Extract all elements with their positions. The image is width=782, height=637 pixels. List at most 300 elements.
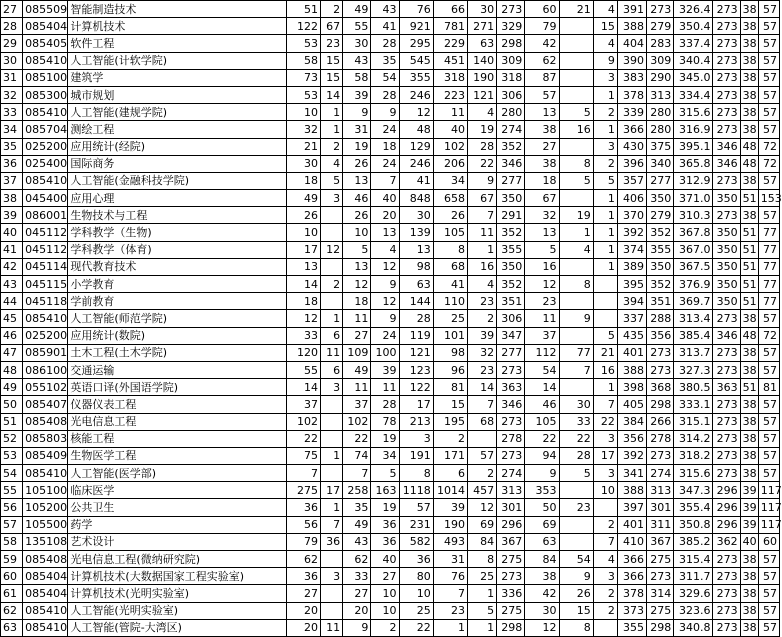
value-cell: [321, 551, 343, 568]
row-number-cell: 58: [1, 533, 23, 550]
row-number-cell: 62: [1, 602, 23, 619]
value-cell: 2: [321, 1, 343, 18]
value-cell: [559, 516, 593, 533]
major-code-cell: 085901: [23, 344, 68, 361]
value-cell: 12: [525, 276, 559, 293]
value-cell: 337: [617, 310, 646, 327]
value-cell: 10: [343, 224, 371, 241]
value-cell: 493: [433, 533, 467, 550]
value-cell: 312.9: [674, 172, 713, 189]
value-cell: 5: [467, 602, 496, 619]
major-code-cell: 086001: [23, 207, 68, 224]
table-row: [1, 361, 780, 378]
major-name-cell: 人工智能(光明实验室): [68, 602, 286, 619]
value-cell: 337.4: [674, 35, 713, 52]
value-cell: 23: [433, 602, 467, 619]
value-cell: 23: [525, 293, 559, 310]
value-cell: 63: [525, 533, 559, 550]
value-cell: 41: [371, 18, 399, 35]
row-number-cell: 49: [1, 379, 23, 396]
value-cell: 57: [758, 361, 779, 378]
value-cell: [559, 327, 593, 344]
major-name-cell: 交通运输: [68, 361, 286, 378]
value-cell: 341: [617, 465, 646, 482]
value-cell: 40: [371, 551, 399, 568]
value-cell: 39: [371, 361, 399, 378]
value-cell: 367.8: [674, 224, 713, 241]
major-name-cell: 人工智能(师范学院): [68, 310, 286, 327]
value-cell: 2: [371, 619, 399, 636]
value-cell: 410: [617, 533, 646, 550]
value-cell: 8: [559, 619, 593, 636]
value-cell: 49: [343, 1, 371, 18]
value-cell: 274: [647, 465, 674, 482]
value-cell: 37: [525, 327, 559, 344]
value-cell: 350: [713, 293, 740, 310]
value-cell: 392: [617, 447, 646, 464]
value-cell: 51: [286, 1, 320, 18]
row-number-cell: 39: [1, 207, 23, 224]
table-row: [1, 1, 780, 18]
value-cell: 30: [559, 396, 593, 413]
value-cell: 278: [647, 430, 674, 447]
major-name-cell: 土木工程(土木学院): [68, 344, 286, 361]
value-cell: 350: [713, 224, 740, 241]
table-body: [1, 1, 780, 637]
value-cell: 273: [497, 447, 525, 464]
value-cell: 275: [286, 482, 320, 499]
value-cell: 9: [371, 276, 399, 293]
major-name-cell: 计算机技术: [68, 18, 286, 35]
value-cell: 28: [371, 35, 399, 52]
value-cell: 274: [497, 465, 525, 482]
value-cell: 296: [713, 499, 740, 516]
value-cell: 350: [647, 190, 674, 207]
value-cell: [321, 293, 343, 310]
value-cell: 32: [467, 344, 496, 361]
value-cell: 351: [497, 293, 525, 310]
value-cell: 395: [617, 276, 646, 293]
value-cell: 9: [525, 465, 559, 482]
value-cell: 385.2: [674, 533, 713, 550]
value-cell: 318: [497, 69, 525, 86]
value-cell: 8: [559, 155, 593, 172]
major-code-cell: 085300: [23, 86, 68, 103]
value-cell: 273: [713, 430, 740, 447]
value-cell: 27: [525, 138, 559, 155]
value-cell: 345.0: [674, 69, 713, 86]
value-cell: 7: [467, 396, 496, 413]
value-cell: 1: [593, 224, 617, 241]
value-cell: 96: [433, 361, 467, 378]
value-cell: 16: [467, 258, 496, 275]
value-cell: 370: [617, 207, 646, 224]
value-cell: 1118: [399, 482, 433, 499]
value-cell: 275: [647, 602, 674, 619]
value-cell: 38: [740, 465, 758, 482]
value-cell: 49: [343, 516, 371, 533]
value-cell: 55: [343, 18, 371, 35]
value-cell: 38: [525, 155, 559, 172]
value-cell: 582: [399, 533, 433, 550]
value-cell: [593, 310, 617, 327]
value-cell: 376.9: [674, 276, 713, 293]
value-cell: 38: [740, 1, 758, 18]
value-cell: 5: [593, 172, 617, 189]
value-cell: 273: [713, 18, 740, 35]
value-cell: 55: [286, 361, 320, 378]
value-cell: 2: [467, 465, 496, 482]
value-cell: 40: [371, 190, 399, 207]
value-cell: 13: [525, 104, 559, 121]
major-code-cell: 055102: [23, 379, 68, 396]
value-cell: 54: [371, 69, 399, 86]
value-cell: 1: [321, 310, 343, 327]
major-name-cell: 生物医学工程: [68, 447, 286, 464]
value-cell: 9: [559, 310, 593, 327]
value-cell: 1: [467, 241, 496, 258]
table-row: [1, 585, 780, 602]
value-cell: 14: [467, 379, 496, 396]
major-name-cell: 艺术设计: [68, 533, 286, 550]
table-row: [1, 293, 780, 310]
major-code-cell: 085704: [23, 121, 68, 138]
major-name-cell: 光电信息工程: [68, 413, 286, 430]
value-cell: [321, 258, 343, 275]
value-cell: 355: [647, 241, 674, 258]
value-cell: 295: [399, 35, 433, 52]
value-cell: 356: [647, 327, 674, 344]
value-cell: 273: [713, 619, 740, 636]
value-cell: 9: [343, 619, 371, 636]
value-cell: 16: [593, 361, 617, 378]
value-cell: 2: [593, 104, 617, 121]
value-cell: 1: [467, 619, 496, 636]
major-code-cell: 085404: [23, 585, 68, 602]
value-cell: 22: [343, 430, 371, 447]
major-code-cell: 085410: [23, 465, 68, 482]
value-cell: 57: [467, 447, 496, 464]
value-cell: 19: [371, 499, 399, 516]
table-row: [1, 172, 780, 189]
major-code-cell: 086100: [23, 361, 68, 378]
value-cell: 73: [286, 69, 320, 86]
table-row: [1, 258, 780, 275]
row-number-cell: 53: [1, 447, 23, 464]
value-cell: 357: [617, 172, 646, 189]
value-cell: 366: [617, 551, 646, 568]
major-name-cell: 人工智能(金融科技学院): [68, 172, 286, 189]
value-cell: 365.8: [674, 155, 713, 172]
value-cell: 117: [758, 482, 779, 499]
value-cell: 11: [343, 310, 371, 327]
value-cell: 5: [525, 241, 559, 258]
value-cell: 315.1: [674, 413, 713, 430]
major-code-cell: 085404: [23, 18, 68, 35]
value-cell: 121: [399, 344, 433, 361]
value-cell: [321, 207, 343, 224]
value-cell: 68: [433, 258, 467, 275]
value-cell: 1: [593, 121, 617, 138]
value-cell: 24: [371, 155, 399, 172]
value-cell: 57: [758, 121, 779, 138]
value-cell: 38: [740, 18, 758, 35]
row-number-cell: 47: [1, 344, 23, 361]
value-cell: 60: [758, 533, 779, 550]
value-cell: 2: [467, 310, 496, 327]
value-cell: 273: [713, 69, 740, 86]
value-cell: 102: [286, 413, 320, 430]
value-cell: 246: [399, 86, 433, 103]
major-code-cell: 085509: [23, 1, 68, 18]
row-number-cell: 31: [1, 69, 23, 86]
value-cell: 72: [758, 155, 779, 172]
value-cell: 274: [497, 121, 525, 138]
value-cell: 11: [525, 310, 559, 327]
value-cell: 13: [371, 224, 399, 241]
value-cell: 2: [593, 155, 617, 172]
value-cell: 117: [758, 499, 779, 516]
table-row: [1, 276, 780, 293]
value-cell: 350: [647, 258, 674, 275]
value-cell: 23: [559, 499, 593, 516]
row-number-cell: 29: [1, 35, 23, 52]
value-cell: 374: [617, 241, 646, 258]
value-cell: 298: [497, 619, 525, 636]
row-number-cell: 59: [1, 551, 23, 568]
major-code-cell: 085410: [23, 104, 68, 121]
value-cell: 392: [617, 224, 646, 241]
value-cell: [321, 585, 343, 602]
value-cell: 229: [433, 35, 467, 52]
value-cell: 129: [399, 138, 433, 155]
value-cell: 315.6: [674, 104, 713, 121]
value-cell: 384: [617, 413, 646, 430]
value-cell: 314.2: [674, 430, 713, 447]
value-cell: 12: [371, 293, 399, 310]
value-cell: 38: [740, 568, 758, 585]
value-cell: 57: [758, 310, 779, 327]
major-name-cell: 学科教学（生物): [68, 224, 286, 241]
value-cell: 195: [433, 413, 467, 430]
value-cell: 57: [758, 602, 779, 619]
value-cell: 9: [559, 568, 593, 585]
value-cell: 290: [647, 69, 674, 86]
value-cell: 72: [758, 327, 779, 344]
value-cell: 23: [321, 35, 343, 52]
value-cell: 367: [497, 533, 525, 550]
value-cell: 273: [713, 568, 740, 585]
table-row: [1, 430, 780, 447]
value-cell: 39: [433, 499, 467, 516]
value-cell: 347: [497, 327, 525, 344]
value-cell: 74: [343, 447, 371, 464]
value-cell: [467, 430, 496, 447]
major-code-cell: 085410: [23, 52, 68, 69]
value-cell: 84: [525, 551, 559, 568]
value-cell: 4: [467, 276, 496, 293]
major-code-cell: 085408: [23, 551, 68, 568]
value-cell: 57: [758, 396, 779, 413]
major-code-cell: 085407: [23, 396, 68, 413]
value-cell: 36: [286, 568, 320, 585]
value-cell: 315.4: [674, 551, 713, 568]
row-number-cell: 56: [1, 499, 23, 516]
value-cell: 57: [758, 172, 779, 189]
value-cell: 273: [713, 1, 740, 18]
value-cell: 346: [713, 138, 740, 155]
major-name-cell: 学前教育: [68, 293, 286, 310]
value-cell: 313.7: [674, 344, 713, 361]
value-cell: 16: [525, 258, 559, 275]
value-cell: 54: [525, 361, 559, 378]
value-cell: 273: [647, 344, 674, 361]
value-cell: 38: [740, 172, 758, 189]
major-name-cell: 建筑学: [68, 69, 286, 86]
row-number-cell: 43: [1, 276, 23, 293]
value-cell: 18: [525, 172, 559, 189]
major-name-cell: 光电信息工程(微纳研究院): [68, 551, 286, 568]
table-row: [1, 327, 780, 344]
value-cell: 298: [497, 35, 525, 52]
value-cell: 34: [371, 447, 399, 464]
value-cell: 367: [647, 533, 674, 550]
value-cell: 15: [559, 602, 593, 619]
value-cell: 28: [371, 396, 399, 413]
value-cell: 311.7: [674, 568, 713, 585]
major-name-cell: 计算机技术(大数据国家工程实验室): [68, 568, 286, 585]
value-cell: 5: [343, 241, 371, 258]
value-cell: 314: [647, 585, 674, 602]
value-cell: 5: [559, 104, 593, 121]
value-cell: 41: [399, 172, 433, 189]
value-cell: 38: [740, 602, 758, 619]
value-cell: 373: [617, 602, 646, 619]
value-cell: [559, 86, 593, 103]
value-cell: 15: [593, 18, 617, 35]
value-cell: 68: [467, 413, 496, 430]
value-cell: 2: [321, 276, 343, 293]
value-cell: 273: [647, 447, 674, 464]
value-cell: 395.1: [674, 138, 713, 155]
value-cell: 3: [593, 138, 617, 155]
value-cell: 388: [617, 482, 646, 499]
value-cell: 404: [617, 35, 646, 52]
value-cell: 32: [525, 207, 559, 224]
value-cell: 368: [647, 379, 674, 396]
table-row: [1, 310, 780, 327]
value-cell: 23: [467, 361, 496, 378]
value-cell: 457: [467, 482, 496, 499]
value-cell: 355: [617, 619, 646, 636]
value-cell: 279: [647, 207, 674, 224]
value-cell: 105: [525, 413, 559, 430]
value-cell: 14: [321, 86, 343, 103]
value-cell: 30: [343, 35, 371, 52]
value-cell: 7: [593, 533, 617, 550]
table-row: [1, 516, 780, 533]
value-cell: 4: [593, 551, 617, 568]
value-cell: 336: [497, 585, 525, 602]
value-cell: 21: [593, 344, 617, 361]
value-cell: 2: [433, 430, 467, 447]
value-cell: 11: [467, 224, 496, 241]
value-cell: 4: [467, 104, 496, 121]
value-cell: 275: [647, 551, 674, 568]
value-cell: 369.7: [674, 293, 713, 310]
value-cell: 366: [617, 121, 646, 138]
value-cell: 27: [343, 585, 371, 602]
major-name-cell: 临床医学: [68, 482, 286, 499]
table-row: [1, 69, 780, 86]
major-code-cell: 045118: [23, 293, 68, 310]
major-code-cell: 025200: [23, 327, 68, 344]
table-row: [1, 121, 780, 138]
value-cell: 10: [371, 585, 399, 602]
value-cell: 9: [371, 104, 399, 121]
value-cell: 49: [286, 190, 320, 207]
value-cell: 39: [467, 327, 496, 344]
value-cell: 355: [497, 241, 525, 258]
value-cell: 206: [433, 155, 467, 172]
value-cell: 5: [559, 465, 593, 482]
value-cell: 12: [321, 241, 343, 258]
value-cell: 309: [497, 52, 525, 69]
value-cell: 3: [593, 568, 617, 585]
value-cell: 42: [525, 585, 559, 602]
value-cell: 3: [399, 430, 433, 447]
value-cell: 22: [559, 430, 593, 447]
value-cell: 48: [740, 155, 758, 172]
value-cell: 67: [525, 190, 559, 207]
table-row: [1, 18, 780, 35]
value-cell: 171: [433, 447, 467, 464]
value-cell: 11: [321, 619, 343, 636]
value-cell: 62: [343, 551, 371, 568]
table-row: [1, 533, 780, 550]
value-cell: 75: [286, 447, 320, 464]
value-cell: 22: [399, 619, 433, 636]
value-cell: 40: [433, 121, 467, 138]
value-cell: 13: [343, 258, 371, 275]
value-cell: 5: [321, 172, 343, 189]
value-cell: 7: [371, 172, 399, 189]
value-cell: 273: [713, 585, 740, 602]
value-cell: 36: [371, 516, 399, 533]
value-cell: 57: [758, 413, 779, 430]
value-cell: 401: [617, 344, 646, 361]
table-row: [1, 241, 780, 258]
value-cell: 391: [617, 1, 646, 18]
value-cell: 352: [497, 138, 525, 155]
value-cell: 6: [321, 327, 343, 344]
value-cell: 347.3: [674, 482, 713, 499]
value-cell: 273: [713, 413, 740, 430]
row-number-cell: 52: [1, 430, 23, 447]
value-cell: 140: [467, 52, 496, 69]
value-cell: 57: [758, 568, 779, 585]
table-row: [1, 413, 780, 430]
value-cell: 296: [713, 516, 740, 533]
major-name-cell: 人工智能(计软学院): [68, 52, 286, 69]
value-cell: 273: [713, 35, 740, 52]
value-cell: 3: [593, 465, 617, 482]
major-code-cell: 105100: [23, 482, 68, 499]
value-cell: 57: [399, 499, 433, 516]
value-cell: 1: [593, 207, 617, 224]
table-row: [1, 551, 780, 568]
row-number-cell: 27: [1, 1, 23, 18]
